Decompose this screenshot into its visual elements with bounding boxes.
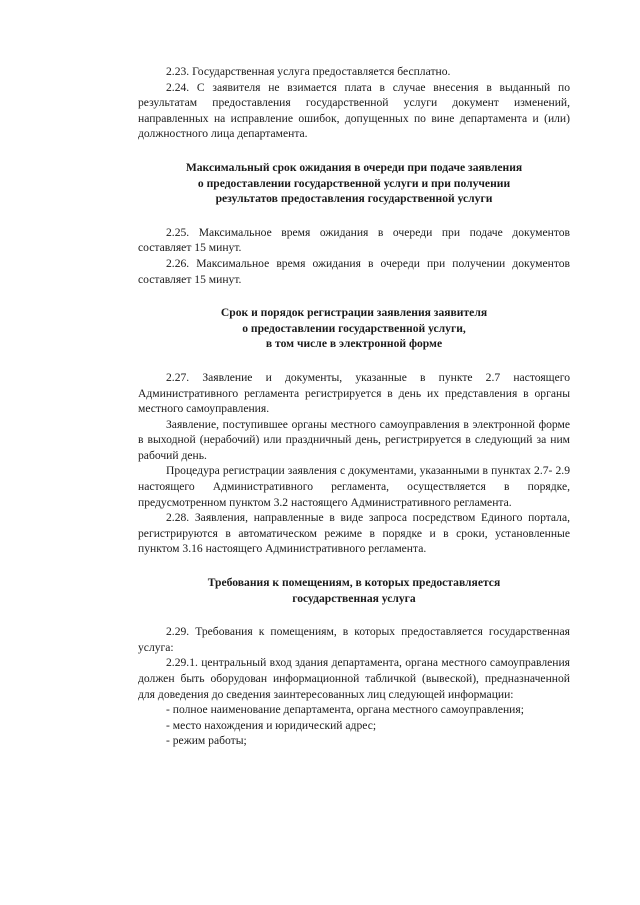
heading-line: результатов предоставления государственной услуги [215, 192, 493, 206]
heading-line: Срок и порядок регистрации заявления заявителя [220, 306, 488, 320]
heading-line: государственная услуга [292, 591, 416, 605]
heading-line: о предоставлении государственной услуги, [242, 321, 466, 335]
paragraph-2-29: 2.29. Требования к помещениям, в которых предоставляется государственная услуга: [138, 625, 570, 654]
heading-registration-procedure [138, 305, 570, 352]
paragraph-2-27: 2.27. Заявление и документы, указанные в пункте 2.7 настоящего Административного регламента регистрируется в день их представления в органы местного самоуправления. [138, 370, 570, 416]
paragraph-2-27-electronic: Заявление, поступившее органы местного самоуправления в электронной форме в выходной (нерабочий) или праздничный день, регистрируется в следующий за ним рабочий день. [138, 417, 570, 462]
list-item: - место нахождения и юридический адрес; [166, 718, 377, 732]
heading-premises-requirements [138, 575, 570, 606]
paragraph-2-28: 2.28. Заявления, направленные в виде запроса посредством Единого портала, регистрируются в автоматическом режиме в порядке и в сроки, установленные пунктом 3.16 настоящего Административного регламента. [138, 511, 570, 556]
paragraph-2-24: 2.24. С заявителя не взимается плата в случае внесения в выданный по результатам предоставления государственной услуги документ изменений, направленных на исправление ошибок, допущенных по вине департамента и (или) должностного лица департамента. [138, 80, 570, 141]
heading-queue-wait-time [138, 160, 570, 207]
list-item: - полное наименование департамента, органа местного самоуправления; [166, 703, 524, 717]
paragraph-2-27-procedure: Процедура регистрации заявления с документами, указанными в пунктах 2.7- 2.9 настоящего Административного регламента, осуществляется в порядке, предусмотренном пунктом 3.2 настоящего Административного регламента. [138, 464, 570, 509]
heading-line: о предоставлении государственной услуги и при получении [197, 176, 511, 190]
paragraph-2-29-1: 2.29.1. центральный вход здания департамента, органа местного самоуправления должен быть оборудован информационной табличкой (вывеской), предназначенной для доведения до сведения заинтересованных лиц следующей информации: [138, 656, 570, 701]
list-item: - режим работы; [166, 734, 247, 748]
heading-line: в том числе в электронной форме [265, 337, 443, 351]
paragraph-2-23: 2.23. Государственная услуга предоставляется бесплатно. [166, 65, 451, 78]
heading-line: Максимальный срок ожидания в очереди при подаче заявления [185, 160, 523, 174]
paragraph-2-26: 2.26. Максимальное время ожидания в очереди при получении документов составляет 15 минут. [138, 256, 570, 286]
paragraph-2-25: 2.25. Максимальное время ожидания в очереди при подаче документов составляет 15 минут. [138, 225, 570, 255]
heading-line: Требования к помещениям, в которых предоставляется [207, 576, 501, 590]
